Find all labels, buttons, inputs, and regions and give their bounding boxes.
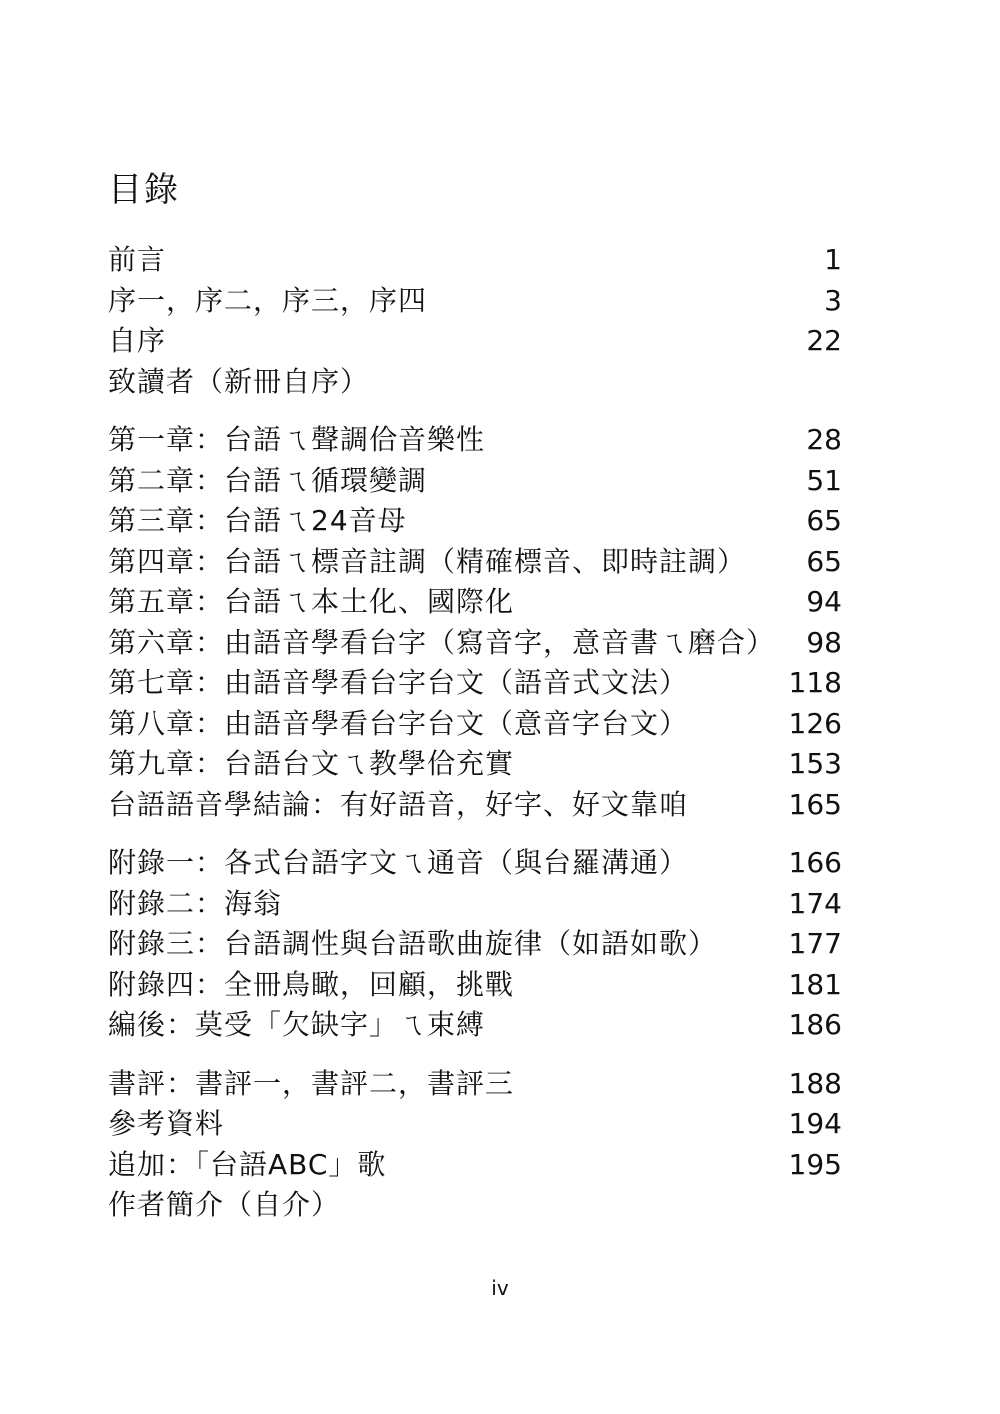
toc-entry-page: 51 bbox=[806, 463, 842, 497]
toc-entry-page: 153 bbox=[788, 747, 842, 780]
toc-entry-title: 致讀者（新冊自序） bbox=[108, 364, 370, 398]
toc-entry-title: 第八章：由語音學看台字台文（意音字台文） bbox=[108, 706, 689, 740]
toc-entry-page: 118 bbox=[788, 666, 842, 699]
toc-group-chapters bbox=[108, 420, 850, 825]
toc-entry bbox=[108, 785, 850, 826]
toc-entry-title: 第五章：台語ㄟ本土化、國際化 bbox=[108, 585, 515, 618]
toc-entry bbox=[108, 1185, 850, 1226]
toc-entry-page: 174 bbox=[788, 886, 842, 920]
toc-entry-title: 第九章：台語台文ㄟ教學佮充實 bbox=[108, 747, 515, 780]
toc-entry bbox=[108, 362, 850, 403]
toc-entry-page: 177 bbox=[788, 927, 842, 960]
toc-entry-page: 98 bbox=[806, 625, 842, 659]
toc-entry-page: 195 bbox=[788, 1147, 842, 1181]
toc-entry bbox=[108, 1005, 850, 1046]
toc-entry-page: 188 bbox=[788, 1066, 842, 1100]
toc-entry-page: 22 bbox=[806, 324, 842, 357]
toc-entry bbox=[108, 884, 850, 925]
toc-group-front-matter bbox=[108, 240, 850, 402]
toc-entry-page: 165 bbox=[788, 787, 842, 821]
toc-entry-title: 第一章：台語ㄟ聲調佮音樂性 bbox=[108, 423, 486, 456]
toc-entry-page: 186 bbox=[788, 1008, 842, 1041]
toc-entry-title: 台語語音學結論：有好語音，好字、好文靠咱 bbox=[108, 787, 689, 821]
toc-entry-page: 1 bbox=[824, 243, 842, 276]
toc-entry bbox=[108, 965, 850, 1006]
toc-entry-page: 28 bbox=[806, 423, 842, 456]
toc-entry bbox=[108, 501, 850, 542]
toc-entry bbox=[108, 924, 850, 965]
toc-entry-page: 65 bbox=[806, 544, 842, 578]
toc-entry bbox=[108, 461, 850, 502]
toc-entry-title: 編後：莫受「欠缺字」ㄟ束縛 bbox=[108, 1008, 486, 1041]
toc-entry-title: 附錄四：全冊鳥瞰，回顧，挑戰 bbox=[108, 967, 515, 1001]
toc-entry-title: 附錄三：台語調性與台語歌曲旋律（如語如歌） bbox=[108, 927, 718, 960]
toc-group-back-matter bbox=[108, 1064, 850, 1226]
toc-entry-title: 第二章：台語ㄟ循環變調 bbox=[108, 463, 428, 497]
toc-entry bbox=[108, 704, 850, 745]
toc-entry-page: 181 bbox=[788, 967, 842, 1001]
toc-entry-title: 第三章：台語ㄟ24音母 bbox=[108, 504, 407, 537]
toc-entry bbox=[108, 843, 850, 884]
toc-entry-title: 前言 bbox=[108, 243, 167, 276]
toc-entry-page: 3 bbox=[824, 283, 842, 317]
toc-entry-title: 作者簡介（自介） bbox=[108, 1188, 341, 1221]
toc-entry bbox=[108, 281, 850, 322]
toc-entry bbox=[108, 663, 850, 704]
toc-entry bbox=[108, 420, 850, 461]
page-number: iv bbox=[491, 1276, 509, 1300]
toc-entry bbox=[108, 240, 850, 281]
toc-entry bbox=[108, 321, 850, 362]
toc-entry-page: 94 bbox=[806, 585, 842, 618]
toc-entry-title: 附錄二：海翁 bbox=[108, 886, 283, 920]
toc-entry-page: 194 bbox=[788, 1107, 842, 1140]
toc-entry bbox=[108, 1064, 850, 1105]
toc-entry-title: 序一，序二，序三，序四 bbox=[108, 283, 428, 317]
toc-entry-title: 追加：「台語ABC」歌 bbox=[108, 1147, 387, 1181]
toc-entry bbox=[108, 1145, 850, 1186]
toc-entry bbox=[108, 542, 850, 583]
toc-entry-page: 126 bbox=[788, 706, 842, 740]
page-title: 目錄 bbox=[108, 170, 180, 210]
toc-entry-title: 第六章：由語音學看台字（寫音字，意音書ㄟ磨合） bbox=[108, 625, 776, 659]
toc-entry-title: 第七章：由語音學看台字台文（語音式文法） bbox=[108, 666, 689, 699]
toc-group-appendices bbox=[108, 843, 850, 1046]
toc-entry-page: 166 bbox=[788, 846, 842, 879]
toc-entry-title: 附錄一：各式台語字文ㄟ通音（與台羅溝通） bbox=[108, 846, 689, 879]
table-of-contents bbox=[108, 240, 850, 1226]
toc-entry-page: 65 bbox=[806, 504, 842, 537]
toc-entry bbox=[108, 1104, 850, 1145]
toc-entry-title: 第四章：台語ㄟ標音註調（精確標音、即時註調） bbox=[108, 544, 747, 578]
toc-entry-title: 自序 bbox=[108, 324, 167, 357]
toc-entry bbox=[108, 623, 850, 664]
toc-entry bbox=[108, 582, 850, 623]
toc-entry-title: 參考資料 bbox=[108, 1107, 225, 1140]
toc-entry bbox=[108, 744, 850, 785]
toc-entry-title: 書評：書評一，書評二，書評三 bbox=[108, 1066, 515, 1100]
